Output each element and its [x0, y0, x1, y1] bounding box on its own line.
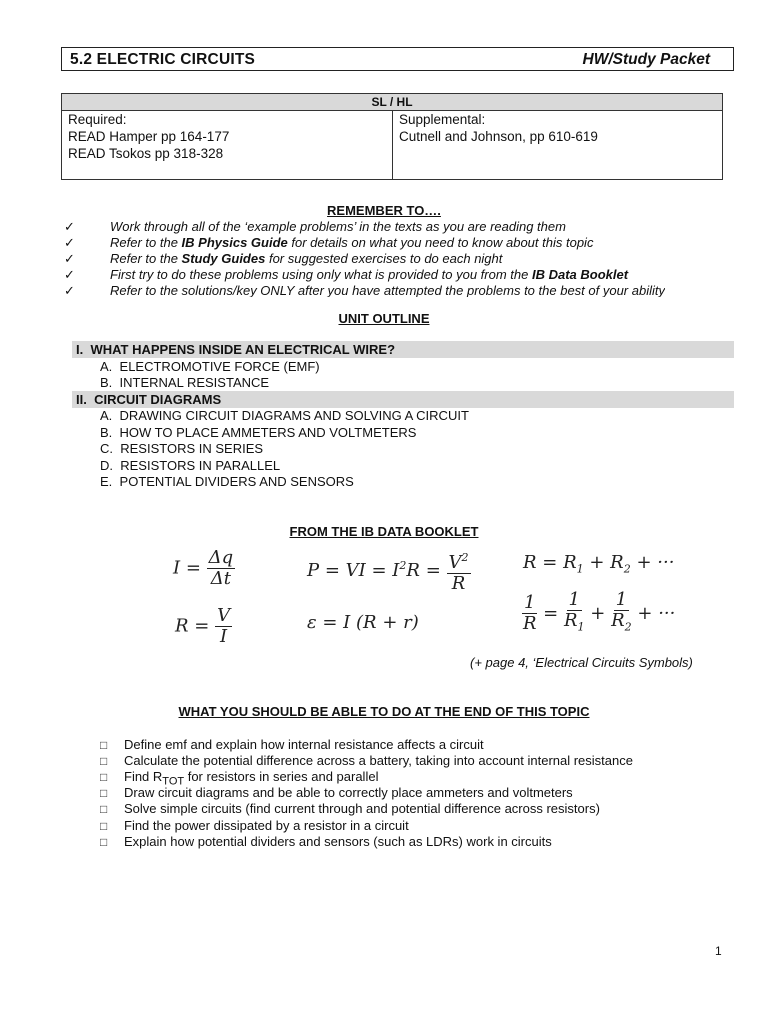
- required-cell: [68, 111, 229, 162]
- objective-item: Find the power dissipated by a resistor in a circuit: [124, 818, 409, 833]
- symbols-note: (+ page 4, ‘Electrical Circuits Symbols): [470, 655, 693, 670]
- packet-title: HW/Study Packet: [582, 51, 710, 68]
- objective-item: Define emf and explain how internal resistance affects a circuit: [124, 737, 484, 752]
- outline-item: A. ELECTROMOTIVE FORCE (EMF): [100, 359, 320, 374]
- objective-item: Calculate the potential difference across a battery, taking into account internal resistance: [124, 753, 633, 768]
- remember-heading: REMEMBER TO….: [327, 203, 441, 218]
- objective-item: Draw circuit diagrams and be able to correctly place ammeters and voltmeters: [124, 785, 573, 800]
- outline-item: B. HOW TO PLACE AMMETERS AND VOLTMETERS: [100, 425, 417, 440]
- booklet-heading: FROM THE IB DATA BOOKLET: [289, 524, 479, 539]
- checkbox-icon: □: [100, 754, 108, 768]
- section-1-title: I. WHAT HAPPENS INSIDE AN ELECTRICAL WIRE?: [76, 342, 396, 357]
- outline-item: A. DRAWING CIRCUIT DIAGRAMS AND SOLVING A CIRCUIT: [100, 408, 469, 423]
- emf-equation: ε = I (R + r): [307, 612, 419, 633]
- column-divider: [392, 111, 393, 180]
- reading-table: [61, 93, 723, 180]
- objective-item: Find $R_{TOT}$ for resistors in series and parallel: [124, 769, 379, 788]
- check-icon: ✓: [64, 235, 75, 250]
- outline-item: C. RESISTORS IN SERIES: [100, 441, 264, 456]
- objective-item: Solve simple circuits (find current through and potential difference across resistors): [124, 801, 600, 816]
- check-icon: ✓: [64, 267, 75, 282]
- outline-item: D. RESISTORS IN PARALLEL: [100, 458, 281, 473]
- supplemental-cell: [399, 111, 598, 145]
- required-item: READ Hamper pp 164-177: [68, 129, 230, 144]
- section-title: 5.2 ELECTRIC CIRCUITS: [70, 51, 256, 68]
- reading-table-header: SL / HL: [62, 94, 722, 111]
- ohms-law-equation: R = $\frac{V}{I}$: [175, 605, 231, 647]
- checkbox-icon: □: [100, 835, 108, 849]
- check-icon: ✓: [64, 251, 75, 266]
- supplemental-label: Supplemental:: [399, 112, 486, 127]
- checkbox-icon: □: [100, 819, 108, 833]
- series-resistance-equation: $R = R_1 + R_2$ + ···: [523, 552, 675, 576]
- outline-item: E. POTENTIAL DIVIDERS AND SENSORS: [100, 474, 354, 489]
- outline-item: B. INTERNAL RESISTANCE: [100, 375, 270, 390]
- checkbox-icon: □: [100, 786, 108, 800]
- remember-item: Refer to the IB Physics Guide for details on what you need to know about this topic: [110, 235, 594, 250]
- current-equation: I = $\frac{\Delta q}{\Delta t}$: [173, 547, 234, 589]
- parallel-resistance-equation: $\frac{1}{R}$ = $\frac{1}{R_1}$ + $\frac{1}{R_2}$ + ···: [522, 589, 676, 635]
- checkbox-icon: □: [100, 770, 108, 784]
- power-equation: P = VI = $I^2R$ = $\frac{V^2}{R}$: [307, 548, 471, 594]
- required-label: Required:: [68, 112, 127, 127]
- checkbox-icon: □: [100, 802, 108, 816]
- remember-item: First try to do these problems using only what is provided to you from the IB Data Booklet: [110, 267, 629, 282]
- objective-item: Explain how potential dividers and sensors (such as LDRs) work in circuits: [124, 834, 552, 849]
- check-icon: ✓: [64, 283, 75, 298]
- check-icon: ✓: [64, 219, 75, 234]
- objectives-heading: WHAT YOU SHOULD BE ABLE TO DO AT THE END OF THIS TOPIC: [178, 704, 590, 719]
- remember-item: Refer to the solutions/key ONLY after you have attempted the problems to the best of your ability: [110, 283, 665, 297]
- required-item: READ Tsokos pp 318-328: [68, 146, 224, 161]
- supplemental-item: Cutnell and Johnson, pp 610-619: [399, 129, 598, 144]
- section-2-title: II. CIRCUIT DIAGRAMS: [76, 392, 222, 407]
- title-box: [61, 47, 734, 71]
- page-number: 1: [715, 944, 722, 958]
- remember-item: Refer to the Study Guides for suggested exercises to do each night: [110, 251, 503, 266]
- outline-heading: UNIT OUTLINE: [338, 311, 430, 326]
- checkbox-icon: □: [100, 738, 108, 752]
- remember-item: Work through all of the ‘example problems’ in the texts as you are reading them: [110, 219, 566, 234]
